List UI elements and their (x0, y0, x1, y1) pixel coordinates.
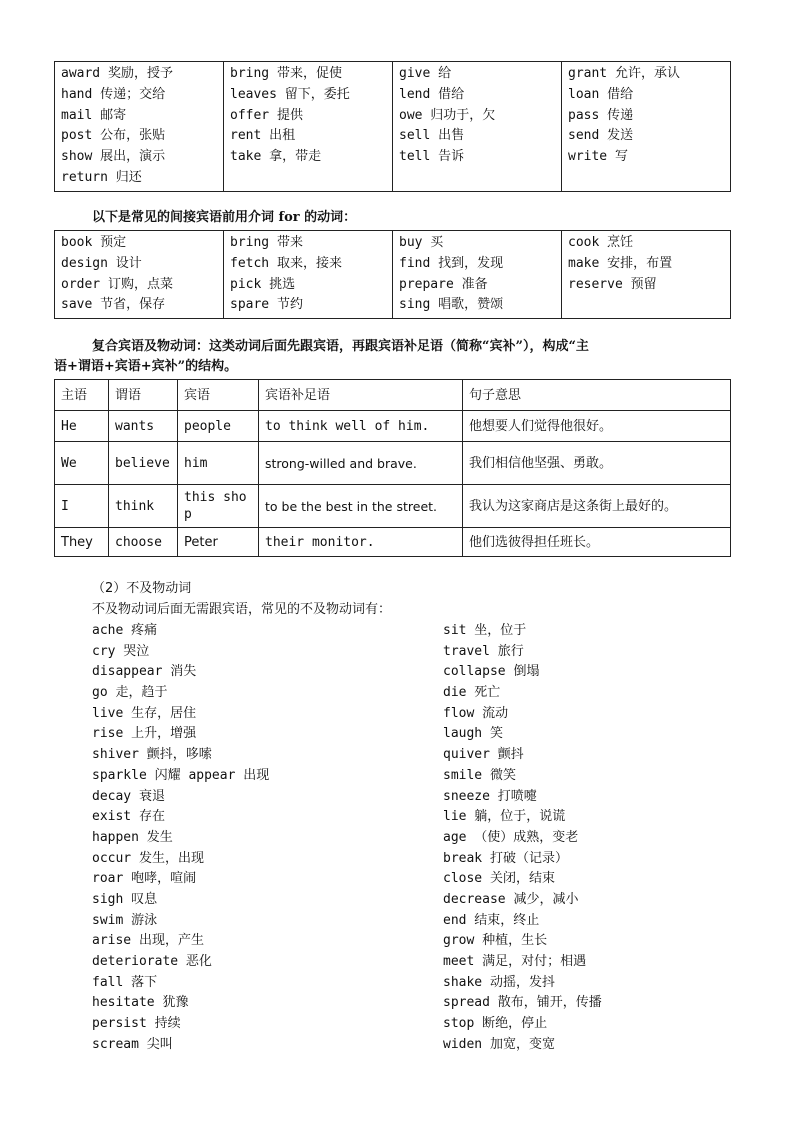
table-cell: wants (109, 411, 178, 442)
table-cell: believe (109, 442, 178, 485)
list-item: quiver 颤抖 (443, 747, 524, 763)
intransitive-title: （2）不及物动词 (92, 581, 192, 596)
list-item: laugh 笑 (443, 726, 503, 742)
list-item: pick 挑选 (230, 276, 296, 292)
list-item: sneeze 打喷嚏 (443, 788, 537, 804)
list-item: sing 唱歌，赞颂 (399, 297, 504, 313)
verbs-for-table (54, 230, 731, 319)
list-item: break 打破（记录） (443, 850, 568, 866)
list-item: save 节省，保存 (61, 297, 166, 313)
table-cell: 他想要人们觉得他很好。 (463, 411, 731, 442)
list-item: buy 买 (399, 235, 444, 250)
list-item: cook 烹饪 (568, 235, 634, 250)
list-item: smile 微笑 (443, 767, 516, 783)
table-cell: 我们相信他坚强、勇敢。 (463, 442, 731, 485)
list-item: widen 加宽，变宽 (443, 1036, 555, 1052)
verbs-to-cell-3 (393, 62, 562, 192)
list-item: post 公布，张贴 (61, 128, 166, 144)
list-item: cry 哭泣 (92, 643, 150, 659)
table-row (55, 485, 731, 528)
verbs-for-cell-3 (393, 231, 562, 319)
intransitive-list-right (443, 621, 602, 1055)
list-item: book 预定 (61, 235, 127, 250)
list-item: sparkle 闪耀 appear 出现 (92, 767, 270, 783)
list-item: lend 借给 (399, 86, 465, 102)
list-item: meet 满足，对付；相遇 (443, 954, 587, 969)
heading-line: 复合宾语及物动词：这类动词后面先跟宾语，再跟宾语补足语（简称“宾补”），构成“主 (92, 339, 589, 354)
verbs-to-cell-2 (224, 62, 393, 192)
list-item: award 奖励，授予 (61, 66, 173, 81)
list-item: shiver 颤抖，哆嗦 (92, 747, 212, 763)
table-cell: him (178, 442, 259, 485)
list-item: pass 传递 (568, 107, 634, 123)
table-row (55, 411, 731, 442)
table-row (55, 442, 731, 485)
list-item: show 展出，演示 (61, 149, 166, 165)
list-item: grow 种植，生长 (443, 933, 548, 949)
list-item: happen 发生 (92, 829, 173, 845)
list-item: arise 出现，产生 (92, 933, 204, 949)
table-cell: Peter (178, 528, 259, 557)
table-row (55, 62, 731, 192)
list-item: disappear 消失 (92, 664, 197, 680)
list-item: age （使）成熟，变老 (443, 829, 579, 845)
verbs-to-cell-4 (562, 62, 731, 192)
list-item: make 安排，布置 (568, 255, 673, 271)
list-item: occur 发生，出现 (92, 850, 204, 866)
table-cell: people (178, 411, 259, 442)
list-item: go 走，趋于 (92, 685, 168, 701)
table-cell: strong-willed and brave. (259, 442, 463, 485)
list-item: close 关闭，结束 (443, 871, 555, 887)
table-cell: He (55, 411, 109, 442)
list-item: scream 尖叫 (92, 1036, 173, 1052)
list-item: leaves 留下，委托 (230, 86, 350, 102)
list-item: offer 提供 (230, 107, 303, 123)
list-item: loan 借给 (568, 86, 634, 102)
list-item: write 写 (568, 149, 628, 165)
list-item: decay 衰退 (92, 788, 165, 804)
list-item: collapse 倒塌 (443, 664, 540, 680)
list-item: sit 坐，位于 (443, 623, 527, 638)
list-item: roar 咆哮，喧闹 (92, 871, 197, 887)
table-cell: 我认为这家商店是这条街上最好的。 (463, 485, 731, 528)
list-item: bring 带来 (230, 235, 303, 250)
table-cell: We (55, 442, 109, 485)
list-item: prepare 准备 (399, 276, 488, 292)
table-cell: think (109, 485, 178, 528)
list-item: take 拿，带走 (230, 149, 322, 165)
list-item: die 死亡 (443, 685, 501, 701)
list-item: spare 节约 (230, 297, 303, 313)
table-row (55, 528, 731, 557)
list-item: exist 存在 (92, 809, 165, 825)
column-header: 主语 (55, 380, 109, 411)
list-item: find 找到，发现 (399, 255, 504, 271)
list-item: stop 断绝，停止 (443, 1016, 548, 1032)
list-item: hesitate 犹豫 (92, 995, 189, 1011)
list-item: persist 持续 (92, 1016, 181, 1032)
table-cell: choose (109, 528, 178, 557)
list-item: rise 上升，增强 (92, 726, 197, 742)
heading-for-verbs: 以下是常见的间接宾语前用介词 for 的动词： (92, 210, 357, 225)
table-cell: their monitor. (259, 528, 463, 557)
verbs-to-table (54, 61, 731, 192)
list-item: reserve 预留 (568, 276, 657, 292)
list-item: send 发送 (568, 128, 634, 144)
list-item: deteriorate 恶化 (92, 954, 212, 969)
list-item: end 结束，终止 (443, 912, 540, 928)
list-item: spread 散布，铺开，传播 (443, 995, 602, 1011)
list-item: swim 游泳 (92, 912, 158, 928)
list-item: flow 流动 (443, 705, 509, 721)
list-item: design 设计 (61, 255, 142, 271)
list-item: fetch 取来，接来 (230, 255, 342, 271)
list-item: order 订购，点菜 (61, 276, 173, 292)
list-item: return 归还 (61, 169, 142, 185)
table-cell: They (55, 528, 109, 557)
list-item: mail 邮寄 (61, 107, 127, 123)
list-item: travel 旅行 (443, 643, 524, 659)
list-item: hand 传递；交给 (61, 86, 166, 102)
intransitive-intro: 不及物动词后面无需跟宾语，常见的不及物动词有： (92, 602, 392, 617)
table-header-row (55, 380, 731, 411)
list-item: owe 归功于，欠 (399, 107, 496, 123)
list-item: tell 告诉 (399, 149, 465, 165)
list-item: lie 躺，位于，说谎 (443, 809, 566, 825)
verbs-for-cell-4 (562, 231, 731, 319)
list-item: decrease 减少，减小 (443, 891, 579, 907)
list-item: sigh 叹息 (92, 891, 158, 907)
list-item: give 给 (399, 66, 452, 81)
list-item: grant 允许，承认 (568, 66, 680, 81)
column-header: 宾语 (178, 380, 259, 411)
table-cell: 他们选彼得担任班长。 (463, 528, 731, 557)
list-item: shake 动摇，发抖 (443, 974, 555, 990)
table-row (55, 231, 731, 319)
verbs-for-cell-1 (55, 231, 224, 319)
intransitive-list-left (92, 621, 269, 1055)
list-item: bring 带来，促使 (230, 66, 342, 81)
complex-object-table (54, 379, 731, 557)
table-cell: this shop (178, 485, 259, 528)
heading-complex-object (54, 337, 744, 377)
table-cell: to think well of him. (259, 411, 463, 442)
column-header: 句子意思 (463, 380, 731, 411)
verbs-for-cell-2 (224, 231, 393, 319)
table-cell: to be the best in the street. (259, 485, 463, 528)
list-item: sell 出售 (399, 128, 465, 144)
column-header: 谓语 (109, 380, 178, 411)
list-item: live 生存，居住 (92, 705, 197, 721)
list-item: rent 出租 (230, 128, 296, 144)
list-item: fall 落下 (92, 974, 158, 990)
column-header: 宾语补足语 (259, 380, 463, 411)
heading-line: 语+谓语+宾语+宾补”的结构。 (54, 359, 238, 374)
table-cell: I (55, 485, 109, 528)
verbs-to-cell-1 (55, 62, 224, 192)
list-item: ache 疼痛 (92, 623, 158, 638)
